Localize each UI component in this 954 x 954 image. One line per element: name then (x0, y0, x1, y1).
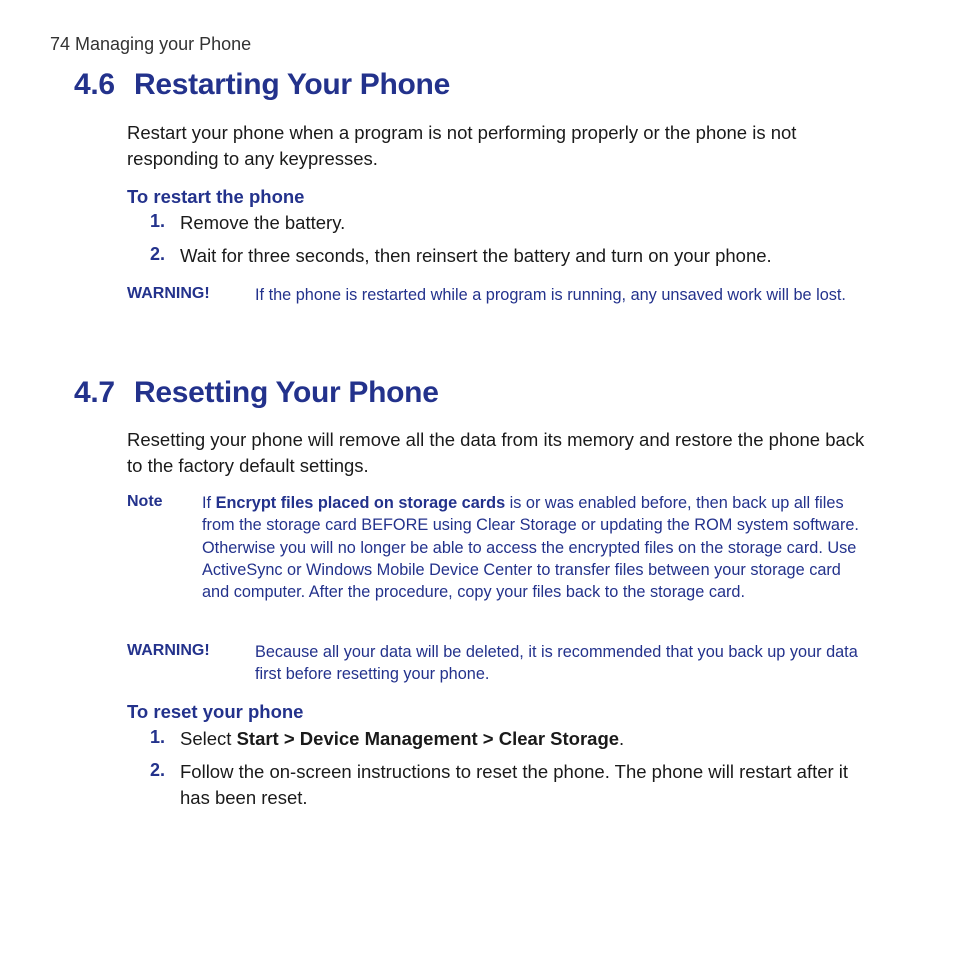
reset-step-1-prefix: Select (180, 728, 237, 749)
reset-step-2-text: Follow the on-screen instructions to reset the phone. The phone will restart after it has been reset. (180, 761, 849, 808)
restart-step-2-number: 2. (150, 244, 166, 264)
running-head: 74 Managing your Phone (50, 34, 252, 54)
reset-procedure-title: To reset your phone (127, 701, 304, 722)
note-body: is or was enabled before, then back up all files from the storage card BEFORE using Clear Storage or updating the ROM system software. Otherwise you will no longer be able to access the encrypted files on the storage card. Use ActiveSync or Windows Mobile Device Center to transfer files between your storage card and computer. After the procedure, copy your files back to the storage card. (202, 494, 859, 602)
reset-step-2-number: 2. (150, 760, 166, 780)
restart-intro-paragraph: Restart your phone when a program is not performing properly or the phone is not responding to any keypresses. (127, 122, 797, 169)
note-setting-name: Encrypt files placed on storage cards (215, 494, 506, 512)
reset-warning-label: WARNING! (127, 642, 210, 659)
restart-warning-text: If the phone is restarted while a program is running, any unsaved work will be lost. (255, 286, 846, 304)
section-number: 4.7 (74, 376, 115, 409)
section-title: Resetting Your Phone (134, 376, 439, 409)
section-title: Restarting Your Phone (134, 68, 450, 101)
restart-procedure-title: To restart the phone (127, 186, 305, 207)
restart-step-1-text: Remove the battery. (180, 212, 346, 233)
restart-step-2-text: Wait for three seconds, then reinsert the battery and turn on your phone. (180, 245, 772, 266)
note-text (202, 492, 870, 603)
note-prefix: If (202, 494, 216, 512)
restart-warning-label: WARNING! (127, 285, 210, 302)
reset-intro-paragraph: Resetting your phone will remove all the data from its memory and restore the phone back to the factory default settings. (127, 429, 865, 476)
menu-path: Start > Device Management > Clear Storage (236, 728, 620, 749)
reset-step-1-number: 1. (150, 727, 166, 747)
reset-step-1-text (180, 726, 870, 752)
reset-warning-text: Because all your data will be deleted, it is recommended that you back up your data first before resetting your phone. (255, 643, 858, 684)
section-number: 4.6 (74, 68, 115, 101)
section-heading-restarting (74, 68, 450, 102)
restart-step-1-number: 1. (150, 211, 166, 231)
note-label: Note (127, 493, 163, 510)
reset-step-1-suffix: . (619, 728, 625, 749)
section-heading-resetting (74, 376, 439, 410)
